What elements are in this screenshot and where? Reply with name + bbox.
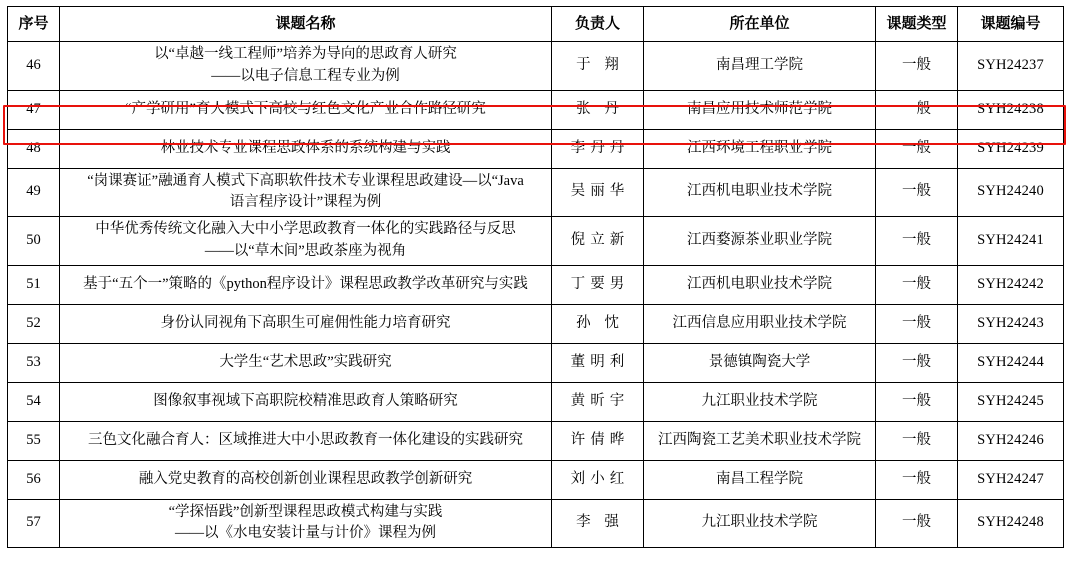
cell-no: 51	[8, 265, 60, 304]
cell-type: 一般	[876, 129, 958, 168]
cell-name-line1: 图像叙事视域下高职院校精准思政育人策略研究	[153, 392, 458, 409]
cell-unit: 南昌应用技术师范学院	[644, 90, 876, 129]
project-list-table	[7, 6, 1064, 548]
cell-code: SYH24244	[958, 343, 1064, 382]
table-row-highlighted	[8, 90, 1064, 129]
cell-unit: 南昌工程学院	[644, 460, 876, 499]
cell-lead: 李 强	[552, 499, 644, 548]
cell-code: SYH24243	[958, 304, 1064, 343]
cell-code: SYH24240	[958, 168, 1064, 217]
cell-type: 一般	[876, 90, 958, 129]
cell-type: 一般	[876, 217, 958, 266]
cell-lead: 黄昕宇	[552, 382, 644, 421]
column-header-lead: 负责人	[552, 7, 644, 42]
cell-name-line1: 基于“五个一”策略的《python程序设计》课程思政教学改革研究与实践	[83, 275, 528, 292]
cell-name-line1: 身份认同视角下高职生可雇佣性能力培育研究	[160, 314, 451, 331]
cell-no: 54	[8, 382, 60, 421]
cell-lead: 于 翔	[552, 42, 644, 91]
cell-code: SYH24237	[958, 42, 1064, 91]
column-header-unit: 所在单位	[644, 7, 876, 42]
cell-no: 46	[8, 42, 60, 91]
cell-name	[60, 460, 552, 499]
cell-no: 48	[8, 129, 60, 168]
cell-name-line2: ——以“草木间”思政茶座为视角	[204, 242, 407, 259]
cell-name-line1: “产学研用”育人模式下高校与红色文化产业合作路径研究	[125, 100, 486, 117]
cell-no: 55	[8, 421, 60, 460]
cell-name-line1: “岗课赛证”融通育人模式下高职软件技术专业课程思政建设—以“Java	[87, 172, 524, 189]
table-row	[8, 499, 1064, 548]
cell-name	[60, 217, 552, 266]
cell-name	[60, 343, 552, 382]
cell-unit: 江西机电职业技术学院	[644, 168, 876, 217]
cell-name	[60, 421, 552, 460]
cell-name-line1: 三色文化融合育人：区域推进大中小思政教育一体化建设的实践研究	[88, 431, 523, 448]
table-row	[8, 382, 1064, 421]
table-row	[8, 265, 1064, 304]
cell-lead: 倪立新	[552, 217, 644, 266]
table-row	[8, 217, 1064, 266]
cell-name	[60, 42, 552, 91]
cell-no: 57	[8, 499, 60, 548]
cell-unit: 江西信息应用职业技术学院	[644, 304, 876, 343]
cell-unit: 江西陶瓷工艺美术职业技术学院	[644, 421, 876, 460]
cell-lead: 孙 忱	[552, 304, 644, 343]
cell-lead: 张 丹	[552, 90, 644, 129]
cell-code: SYH24241	[958, 217, 1064, 266]
cell-unit: 九江职业技术学院	[644, 382, 876, 421]
cell-type: 一般	[876, 499, 958, 548]
cell-type: 一般	[876, 265, 958, 304]
cell-type: 一般	[876, 343, 958, 382]
cell-name-line2: ——以电子信息工程专业为例	[211, 67, 400, 84]
cell-name	[60, 90, 552, 129]
cell-name	[60, 382, 552, 421]
cell-name	[60, 499, 552, 548]
column-header-no: 序号	[8, 7, 60, 42]
cell-no: 53	[8, 343, 60, 382]
cell-lead: 许倩晔	[552, 421, 644, 460]
cell-code: SYH24239	[958, 129, 1064, 168]
cell-name-line1: 以“卓越一线工程师”培养为导向的思政育人研究	[154, 46, 457, 62]
cell-code: SYH24246	[958, 421, 1064, 460]
cell-unit: 南昌理工学院	[644, 42, 876, 91]
cell-name	[60, 129, 552, 168]
cell-type: 一般	[876, 460, 958, 499]
cell-type: 一般	[876, 42, 958, 91]
cell-no: 50	[8, 217, 60, 266]
cell-name-line2: ——以《水电安装计量与计价》课程为例	[175, 525, 436, 542]
cell-unit: 九江职业技术学院	[644, 499, 876, 548]
cell-code: SYH24242	[958, 265, 1064, 304]
document-page	[0, 6, 1070, 586]
cell-code: SYH24248	[958, 499, 1064, 548]
table-header	[8, 7, 1064, 42]
cell-code: SYH24238	[958, 90, 1064, 129]
column-header-name: 课题名称	[60, 7, 552, 42]
cell-name	[60, 304, 552, 343]
cell-unit: 景德镇陶瓷大学	[644, 343, 876, 382]
table-row	[8, 42, 1064, 91]
cell-name-line1: 中华优秀传统文化融入大中小学思政教育一体化的实践路径与反思	[95, 221, 516, 237]
cell-no: 56	[8, 460, 60, 499]
cell-lead: 刘小红	[552, 460, 644, 499]
cell-name	[60, 168, 552, 217]
cell-name-line2: 语言程序设计”课程为例	[229, 194, 382, 211]
cell-name-line1: “学探悟践”创新型课程思政模式构建与实践	[168, 503, 443, 520]
cell-name-line1: 大学生“艺术思政”实践研究	[219, 353, 392, 370]
table-row	[8, 343, 1064, 382]
cell-no: 47	[8, 90, 60, 129]
table-header-row	[8, 7, 1064, 42]
cell-type: 一般	[876, 382, 958, 421]
cell-name-line1: 融入党史教育的高校创新创业课程思政教学创新研究	[138, 470, 473, 487]
cell-code: SYH24245	[958, 382, 1064, 421]
cell-unit: 江西婺源茶业职业学院	[644, 217, 876, 266]
cell-code: SYH24247	[958, 460, 1064, 499]
cell-unit: 江西环境工程职业学院	[644, 129, 876, 168]
cell-name-line1: 林业技术专业课程思政体系的系统构建与实践	[160, 139, 451, 156]
table-row	[8, 460, 1064, 499]
cell-no: 52	[8, 304, 60, 343]
cell-name	[60, 265, 552, 304]
cell-type: 一般	[876, 168, 958, 217]
table-row	[8, 168, 1064, 217]
cell-lead: 丁要男	[552, 265, 644, 304]
cell-lead: 李丹丹	[552, 129, 644, 168]
table-body	[8, 42, 1064, 548]
cell-lead: 董明利	[552, 343, 644, 382]
cell-type: 一般	[876, 304, 958, 343]
cell-lead: 吴丽华	[552, 168, 644, 217]
table-row	[8, 421, 1064, 460]
cell-unit: 江西机电职业技术学院	[644, 265, 876, 304]
column-header-type: 课题类型	[876, 7, 958, 42]
table-row	[8, 129, 1064, 168]
column-header-code: 课题编号	[958, 7, 1064, 42]
cell-no: 49	[8, 168, 60, 217]
cell-type: 一般	[876, 421, 958, 460]
table-row	[8, 304, 1064, 343]
